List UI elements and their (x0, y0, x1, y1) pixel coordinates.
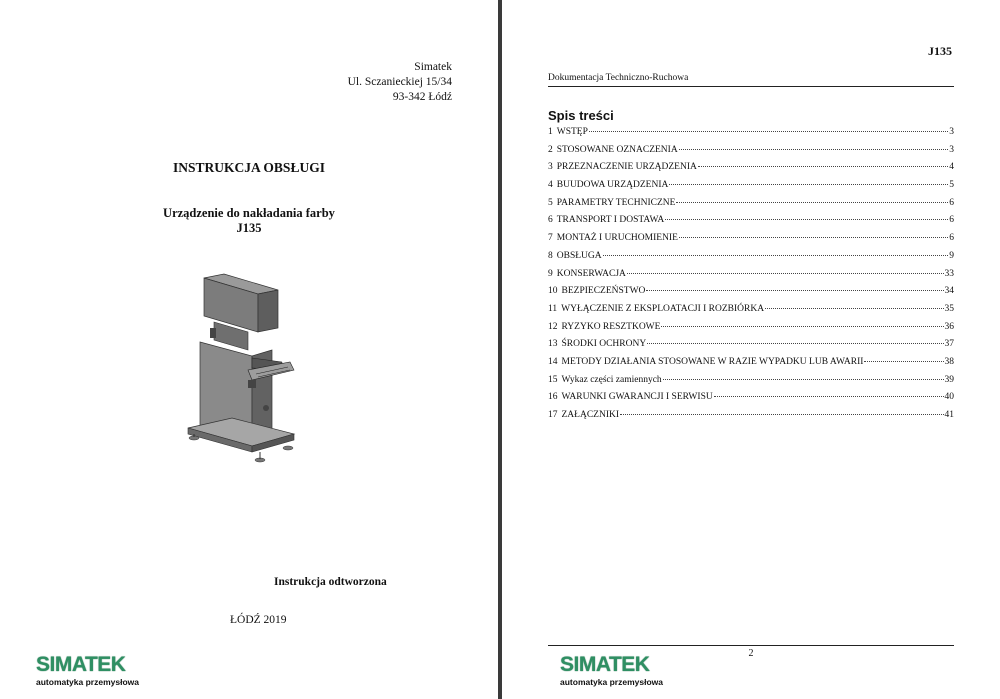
toc-entry-number: 8 (548, 250, 553, 261)
toc-entry-number: 12 (548, 321, 558, 332)
toc-entry[interactable] (548, 233, 954, 251)
toc-entry-page: 38 (944, 356, 954, 367)
toc-entry[interactable] (548, 127, 954, 145)
toc-entry-page: 3 (949, 144, 954, 155)
toc-entry-page: 4 (949, 162, 954, 173)
toc-entry-page: 6 (949, 215, 954, 226)
toc-leader-dots (669, 184, 948, 185)
toc-entry-label: WSTĘP (556, 127, 588, 137)
toc-leader-dots (647, 343, 943, 344)
toc-entry-number: 1 (548, 127, 553, 137)
toc-entry-label: METODY DZIAŁANIA STOSOWANE W RAZIE WYPADKU LUB AWARII (561, 356, 864, 367)
simatek-logo (36, 654, 146, 694)
toc-entry-page: 39 (944, 374, 954, 385)
toc-entry-label: BEZPIECZEŃSTWO (561, 286, 646, 297)
toc-entry-page: 5 (949, 180, 954, 191)
toc-leader-dots (765, 308, 943, 309)
machine-illustration (182, 270, 312, 470)
toc-entry-page: 3 (949, 127, 954, 137)
toc-entry-number: 16 (548, 392, 558, 403)
toc-entry-page: 37 (944, 339, 954, 350)
toc-entry-number: 15 (548, 374, 558, 385)
toc-entry-label: PARAMETRY TECHNICZNE (556, 197, 676, 208)
toc-leader-dots (589, 131, 948, 132)
toc-entry-page: 6 (949, 197, 954, 208)
toc-leader-dots (603, 255, 949, 256)
toc-entry-label: TRANSPORT I DOSTAWA (556, 215, 665, 226)
toc-entry-number: 3 (548, 162, 553, 173)
toc-entry-label: BUUDOWA URZĄDZENIA (556, 180, 669, 191)
toc-entry-page: 36 (944, 321, 954, 332)
toc-entry-page: 35 (944, 303, 954, 314)
footer-rule (548, 645, 954, 646)
toc-entry-number: 4 (548, 180, 553, 191)
toc-entry-number: 10 (548, 286, 558, 297)
toc-entry[interactable] (548, 269, 954, 287)
toc-entry-number: 13 (548, 339, 558, 350)
logo-brand: SIMATEK (560, 653, 650, 676)
toc-leader-dots (864, 361, 943, 362)
logo-tagline: automatyka przemysłowa (36, 677, 139, 687)
toc-leader-dots (646, 290, 943, 291)
toc-entry[interactable] (548, 357, 954, 375)
address-line: Simatek (414, 61, 452, 73)
toc-entry-label: ŚRODKI OCHRONY (561, 339, 647, 350)
header-code: J135 (928, 44, 952, 58)
toc-page (502, 0, 1000, 699)
simatek-logo (560, 654, 670, 694)
cover-page (0, 0, 498, 699)
toc-entry-number: 2 (548, 144, 553, 155)
toc-entry[interactable] (548, 410, 954, 428)
toc-entry-number: 5 (548, 197, 553, 208)
toc-leader-dots (620, 414, 943, 415)
city-year: ŁÓDŹ 2019 (230, 614, 287, 626)
toc-entry[interactable] (548, 304, 954, 322)
toc-leader-dots (627, 273, 944, 274)
toc-entry-label: KONSERWACJA (556, 268, 626, 279)
toc-entry-number: 6 (548, 215, 553, 226)
toc-entry-number: 11 (548, 303, 558, 314)
toc-leader-dots (679, 237, 948, 238)
toc-entry-label: OBSŁUGA (556, 250, 602, 261)
address-line: Ul. Sczanieckiej 15/34 (347, 76, 452, 88)
toc-entry-page: 33 (944, 268, 954, 279)
toc-entry[interactable] (548, 392, 954, 410)
toc-entry-page: 9 (949, 250, 954, 261)
table-of-contents (548, 127, 954, 428)
header-document-type: Dokumentacja Techniczno-Ruchowa (548, 73, 689, 83)
toc-leader-dots (676, 202, 948, 203)
toc-entry-label: WYŁĄCZENIE Z EKSPLOATACJI I ROZBIÓRKA (561, 303, 765, 314)
toc-entry-label: ZAŁĄCZNIKI (561, 410, 620, 420)
toc-entry[interactable] (548, 180, 954, 198)
toc-entry-label: STOSOWANE OZNACZENIA (556, 144, 678, 155)
toc-entry-number: 14 (548, 356, 558, 367)
company-address (348, 60, 452, 105)
toc-entry[interactable] (548, 198, 954, 216)
device-subtitle (0, 206, 498, 236)
toc-leader-dots (714, 396, 944, 397)
device-code: J135 (236, 221, 262, 235)
toc-entry-page: 41 (944, 410, 954, 420)
logo-brand: SIMATEK (36, 653, 126, 676)
toc-entry[interactable] (548, 322, 954, 340)
toc-entry[interactable] (548, 215, 954, 233)
toc-entry[interactable] (548, 145, 954, 163)
toc-entry-label: MONTAŻ I URUCHOMIENIE (556, 233, 678, 244)
toc-entry-number: 9 (548, 268, 553, 279)
toc-leader-dots (665, 219, 948, 220)
toc-entry-page: 40 (944, 392, 954, 403)
header-rule (548, 86, 954, 87)
device-name: Urządzenie do nakładania farby (163, 206, 335, 220)
toc-entry[interactable] (548, 286, 954, 304)
address-line: 93-342 Łódź (392, 91, 452, 103)
toc-entry-page: 6 (949, 233, 954, 244)
toc-entry[interactable] (548, 375, 954, 393)
logo-tagline: automatyka przemysłowa (560, 677, 663, 687)
toc-entry[interactable] (548, 339, 954, 357)
toc-entry-number: 7 (548, 233, 553, 244)
toc-leader-dots (679, 149, 949, 150)
toc-title: Spis treści (548, 108, 614, 123)
page-number: 2 (748, 648, 754, 659)
restored-note: Instrukcja odtworzona (274, 576, 387, 588)
toc-entry-label: WARUNKI GWARANCJI I SERWISU (561, 392, 713, 403)
toc-entry-label: PRZEZNACZENIE URZĄDZENIA (556, 162, 697, 173)
toc-entry-label: Wykaz części zamiennych (561, 374, 662, 385)
toc-entry-label: RYZYKO RESZTKOWE (561, 321, 661, 332)
document-title: INSTRUKCJA OBSŁUGI (173, 160, 325, 175)
toc-leader-dots (661, 326, 943, 327)
toc-entry[interactable] (548, 162, 954, 180)
toc-entry[interactable] (548, 251, 954, 269)
toc-entry-number: 17 (548, 410, 558, 420)
toc-leader-dots (698, 166, 948, 167)
toc-leader-dots (663, 379, 944, 380)
toc-entry-page: 34 (944, 286, 954, 297)
